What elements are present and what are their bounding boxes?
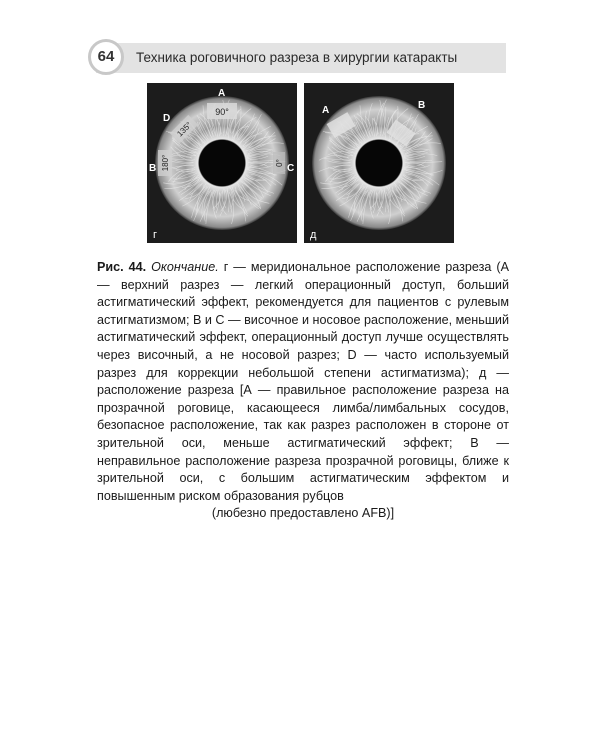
angle-180-label: 180° bbox=[161, 154, 170, 172]
angle-0-label: 0° bbox=[275, 159, 284, 167]
figure-panel-d bbox=[304, 83, 454, 243]
page-number: 64 bbox=[97, 48, 115, 65]
caption-credit: (любезно предоставлено AFB)] bbox=[211, 506, 395, 521]
angle-90-label: 90° bbox=[215, 107, 229, 117]
label-b: B bbox=[418, 100, 426, 111]
caption-continued: Окончание. bbox=[151, 260, 219, 274]
label-b: B bbox=[149, 163, 157, 174]
label-d: D bbox=[163, 113, 171, 124]
pupil bbox=[356, 140, 402, 186]
angle-135-label: 135° bbox=[175, 120, 194, 139]
caption-body: г — меридиональное расположение разреза (А — верхний разрез — легкий операционный доступ, больший астигматический эффект, рекомендуется для пациентов с рулевым астигматизмом; B и C — височное и носовое расположение, меньший астигматический эффект, операционный доступ лучше осуществлять через височный, а не носовой разрез; D — часто используемый разрез для коррекции небольшой степени астигматизма); д — расположение разреза [А — правильное расположение разреза на прозрачной роговице, касающееся лимба/лимбальных сосудов, безопасное расположение, так как разрез расположен в стороне от зрительной оси, меньше астигматический эффект; В — неправильное расположение разреза прозрачной роговицы, ближе к зрительной оси, с большим астигматическим эффектом и повышенным риском образования рубцов bbox=[97, 260, 509, 503]
label-a: A bbox=[218, 88, 226, 99]
panel-label-g: г bbox=[153, 229, 158, 241]
figure-caption bbox=[97, 259, 509, 523]
label-c: C bbox=[287, 163, 295, 174]
pupil bbox=[199, 140, 245, 186]
running-title: Техника роговичного разреза в хирургии катаракты bbox=[136, 50, 458, 65]
iris-photo-g bbox=[147, 83, 297, 243]
iris-photo-d bbox=[304, 83, 454, 243]
label-a: A bbox=[322, 105, 330, 116]
figure-number: Рис. 44. bbox=[97, 260, 147, 274]
figure-panel-g bbox=[147, 83, 297, 243]
panel-label-d: д bbox=[310, 229, 317, 241]
